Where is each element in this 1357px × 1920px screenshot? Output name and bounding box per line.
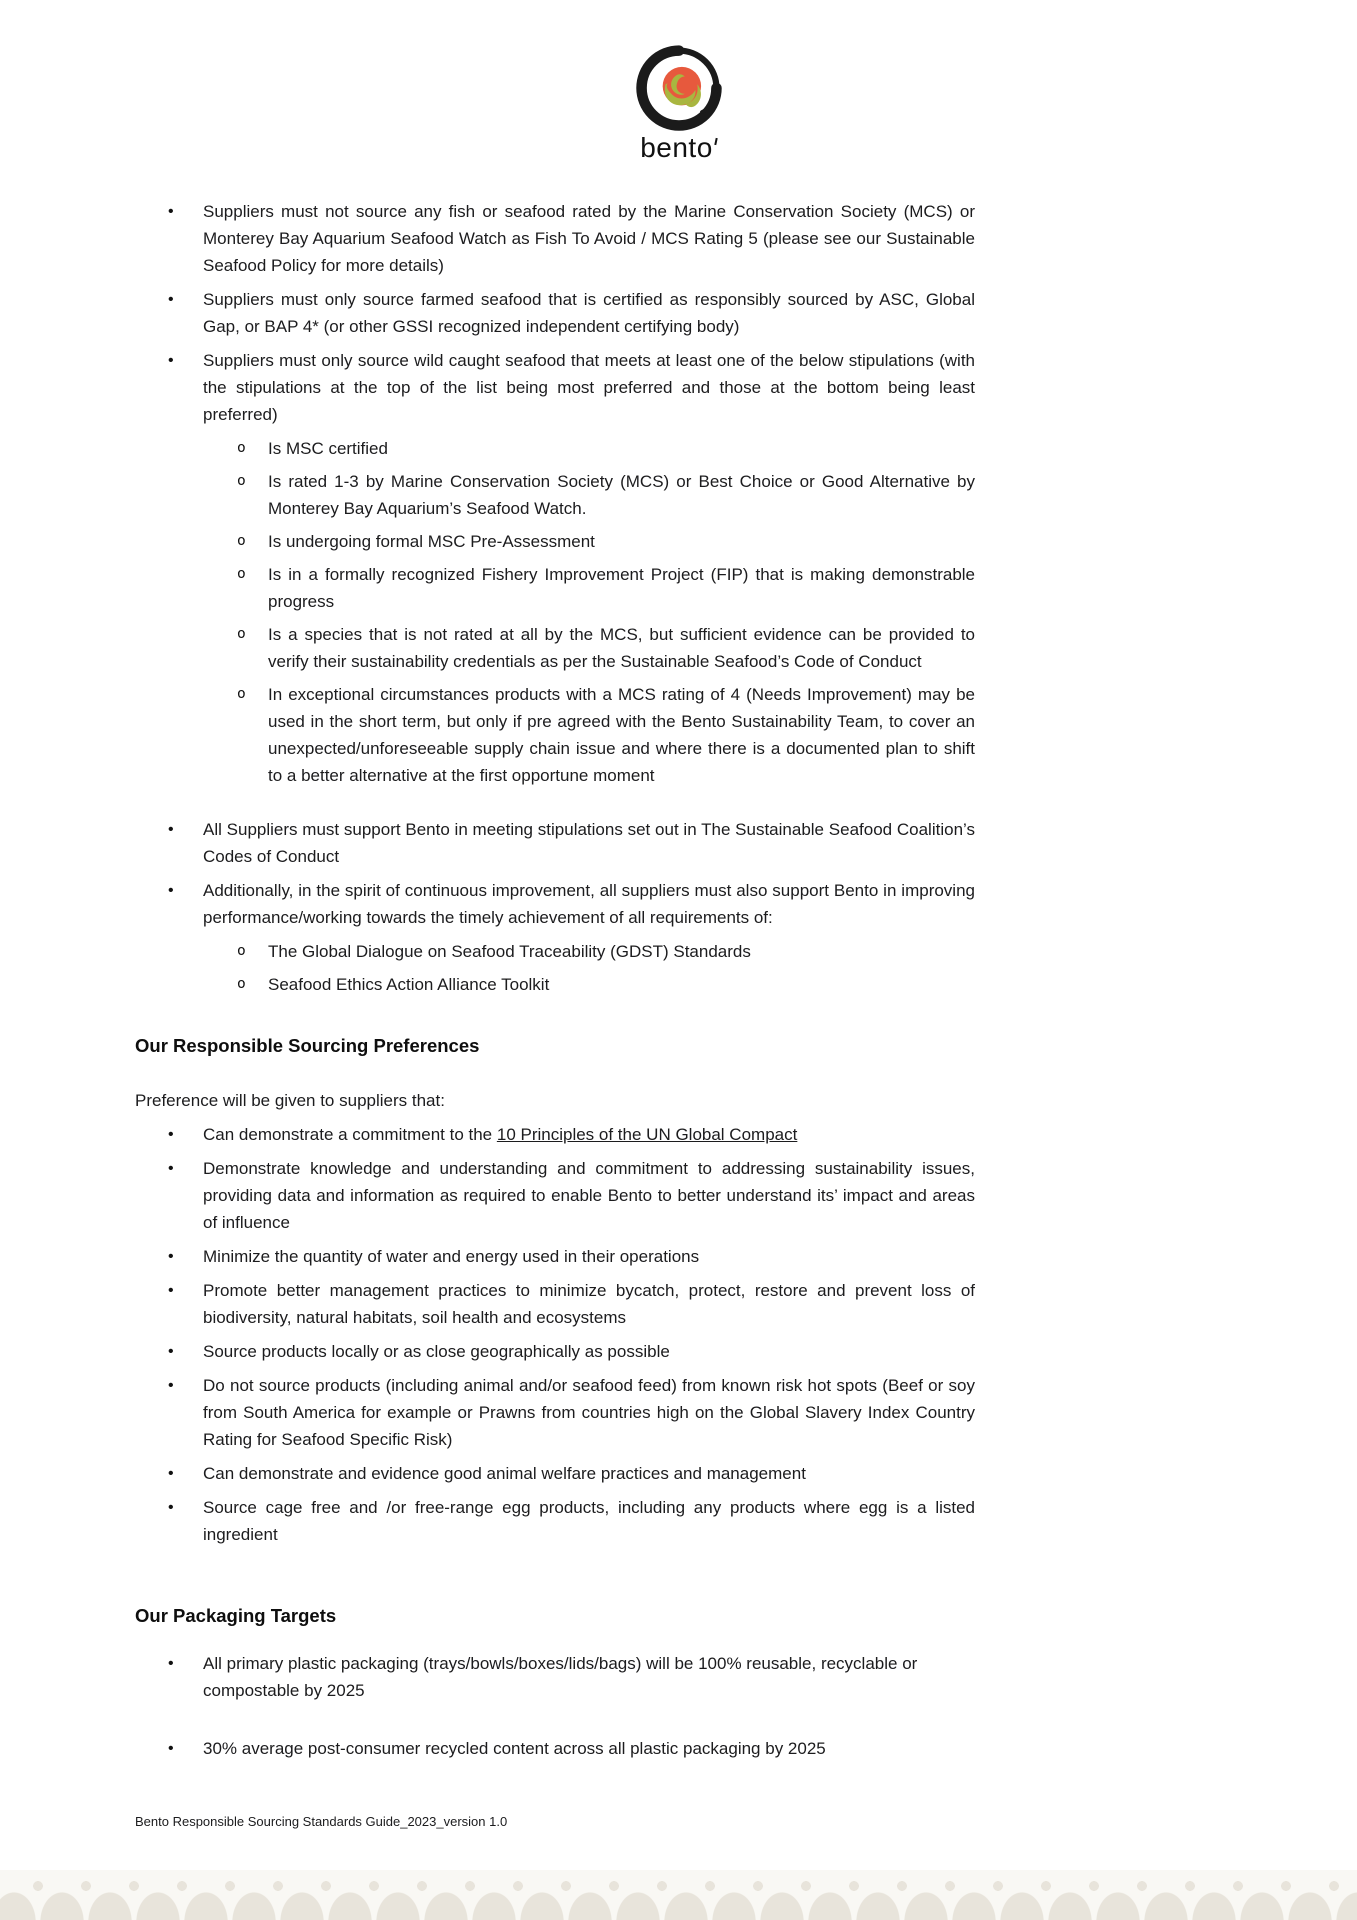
bullet-text: 30% average post-consumer recycled content across all plastic packaging by 2025 bbox=[203, 1739, 826, 1758]
circle-bullet-icon: o bbox=[237, 440, 246, 456]
bullet-icon: • bbox=[168, 291, 174, 308]
circle-bullet-icon: o bbox=[237, 473, 246, 489]
supplier-support-list bbox=[135, 816, 975, 931]
decorative-scallop-border bbox=[0, 1870, 1357, 1920]
circle-bullet-icon: o bbox=[237, 976, 246, 992]
sub-bullet-text: Is a species that is not rated at all by the MCS, but sufficient evidence can be provided to verify their sustainability credentials as per the Sustainable Seafood’s Code of Conduct bbox=[268, 625, 975, 671]
circle-bullet-icon: o bbox=[237, 943, 246, 959]
bullet-icon: • bbox=[168, 1499, 174, 1516]
bullet-icon: • bbox=[168, 821, 174, 838]
sub-bullet-item bbox=[135, 621, 975, 675]
bullet-text-prefix: Can demonstrate a commitment to the bbox=[203, 1125, 497, 1144]
sub-bullet-item bbox=[135, 435, 975, 462]
document-body bbox=[135, 198, 975, 1769]
document-footer: Bento Responsible Sourcing Standards Guide_2023_version 1.0 bbox=[135, 1814, 508, 1829]
bullet-icon: • bbox=[168, 1160, 174, 1177]
bullet-icon: • bbox=[168, 352, 174, 369]
sub-bullet-item bbox=[135, 681, 975, 789]
bullet-text: All primary plastic packaging (trays/bowls/boxes/lids/bags) will be 100% reusable, recyclable or compostable by 2025 bbox=[203, 1654, 918, 1700]
bullet-item bbox=[135, 286, 975, 340]
bullet-item bbox=[135, 1372, 975, 1453]
sub-bullet-text: Is rated 1-3 by Marine Conservation Society (MCS) or Best Choice or Good Alternative by Monterey Bay Aquarium’s Seafood Watch. bbox=[268, 472, 975, 518]
bullet-item bbox=[135, 1338, 975, 1365]
bullet-text: Promote better management practices to minimize bycatch, protect, restore and prevent loss of biodiversity, natural habitats, soil health and ecosystems bbox=[203, 1281, 975, 1327]
bullet-text: Do not source products (including animal and/or seafood feed) from known risk hot spots (Beef or soy from South America for example or Prawns from countries high on the Global Slavery Index Country Rating for Seafood Specific Risk) bbox=[203, 1376, 975, 1449]
bullet-icon: • bbox=[168, 1126, 174, 1143]
preferences-intro: Preference will be given to suppliers that: bbox=[135, 1091, 445, 1110]
bullet-item bbox=[135, 1243, 975, 1270]
bullet-item bbox=[135, 198, 975, 279]
bullet-icon: • bbox=[168, 882, 174, 899]
bullet-item bbox=[135, 1277, 975, 1331]
trademark-icon bbox=[714, 138, 717, 145]
sub-bullet-item bbox=[135, 468, 975, 522]
bullet-text: All Suppliers must support Bento in meeting stipulations set out in The Sustainable Seafood Coalition’s Codes of Conduct bbox=[203, 820, 975, 866]
bullet-icon: • bbox=[168, 1248, 174, 1265]
sourcing-preferences-list bbox=[135, 1121, 975, 1548]
bullet-icon: • bbox=[168, 1282, 174, 1299]
bento-logo bbox=[0, 0, 1357, 162]
sub-bullet-text: Is MSC certified bbox=[268, 439, 388, 458]
bullet-item bbox=[135, 1650, 975, 1704]
section-heading-sourcing-preferences: Our Responsible Sourcing Preferences bbox=[135, 1035, 480, 1056]
bullet-item bbox=[135, 1460, 975, 1487]
bullet-icon: • bbox=[168, 1465, 174, 1482]
sub-bullet-text: Is in a formally recognized Fishery Improvement Project (FIP) that is making demonstrable progress bbox=[268, 565, 975, 611]
bullet-text bbox=[203, 1121, 975, 1148]
bento-wordmark: bento bbox=[640, 132, 713, 163]
sub-bullet-item bbox=[135, 561, 975, 615]
un-global-compact-link[interactable]: 10 Principles of the UN Global Compact bbox=[496, 1125, 798, 1144]
supplier-support-sublist bbox=[135, 938, 975, 998]
sub-bullet-text: Seafood Ethics Action Alliance Toolkit bbox=[268, 975, 550, 994]
bullet-item bbox=[135, 1494, 975, 1548]
wild-caught-stipulations-list bbox=[135, 435, 975, 789]
circle-bullet-icon: o bbox=[237, 686, 246, 702]
bullet-text: Suppliers must not source any fish or seafood rated by the Marine Conservation Society (MCS) or Monterey Bay Aquarium Seafood Watch as Fish To Avoid / MCS Rating 5 (please see our Sustainable Seafood Policy for more details) bbox=[203, 202, 975, 275]
bento-logo-icon bbox=[631, 40, 727, 138]
bullet-text: Demonstrate knowledge and understanding and commitment to addressing sustainability issues, providing data and information as required to enable Bento to better understand its’ impact and areas of influence bbox=[203, 1159, 975, 1232]
bullet-text: Additionally, in the spirit of continuous improvement, all suppliers must also support Bento in improving performance/working towards the timely achievement of all requirements of: bbox=[203, 881, 975, 927]
bullet-text: Can demonstrate and evidence good animal welfare practices and management bbox=[203, 1464, 806, 1483]
bullet-icon: • bbox=[168, 1740, 174, 1757]
bullet-icon: • bbox=[168, 1377, 174, 1394]
circle-bullet-icon: o bbox=[237, 566, 246, 582]
sub-bullet-item bbox=[135, 938, 975, 965]
bullet-text: Minimize the quantity of water and energy used in their operations bbox=[203, 1247, 700, 1266]
sub-bullet-item bbox=[135, 971, 975, 998]
circle-bullet-icon: o bbox=[237, 626, 246, 642]
section-heading-packaging-targets: Our Packaging Targets bbox=[135, 1605, 337, 1626]
bullet-text: Suppliers must only source wild caught seafood that meets at least one of the below stipulations (with the stipulations at the top of the list being most preferred and those at the bottom being least preferred) bbox=[203, 351, 975, 424]
bullet-icon: • bbox=[168, 1343, 174, 1360]
bullet-text: Source products locally or as close geographically as possible bbox=[203, 1342, 670, 1361]
bullet-item bbox=[135, 816, 975, 870]
bullet-icon: • bbox=[168, 203, 174, 220]
seafood-requirements-list bbox=[135, 198, 975, 428]
bullet-item bbox=[135, 877, 975, 931]
sub-bullet-text: The Global Dialogue on Seafood Traceability (GDST) Standards bbox=[268, 942, 751, 961]
sub-bullet-text: Is undergoing formal MSC Pre-Assessment bbox=[268, 532, 595, 551]
bullet-item bbox=[135, 1121, 975, 1148]
bullet-item bbox=[135, 347, 975, 428]
bullet-text: Suppliers must only source farmed seafood that is certified as responsibly sourced by ASC, Global Gap, or BAP 4* (or other GSSI recognized independent certifying body) bbox=[203, 290, 975, 336]
bullet-item bbox=[135, 1735, 975, 1762]
bullet-item bbox=[135, 1155, 975, 1236]
sub-bullet-item bbox=[135, 528, 975, 555]
bullet-text: Source cage free and /or free-range egg products, including any products where egg is a listed ingredient bbox=[203, 1498, 975, 1544]
sub-bullet-text: In exceptional circumstances products with a MCS rating of 4 (Needs Improvement) may be used in the short term, but only if pre agreed with the Bento Sustainability Team, to cover an unexpected/unforeseeable supply chain issue and where there is a documented plan to shift to a better alternative at the first opportune moment bbox=[268, 685, 975, 785]
circle-bullet-icon: o bbox=[237, 533, 246, 549]
packaging-targets-list bbox=[135, 1650, 975, 1762]
bullet-icon: • bbox=[168, 1655, 174, 1672]
